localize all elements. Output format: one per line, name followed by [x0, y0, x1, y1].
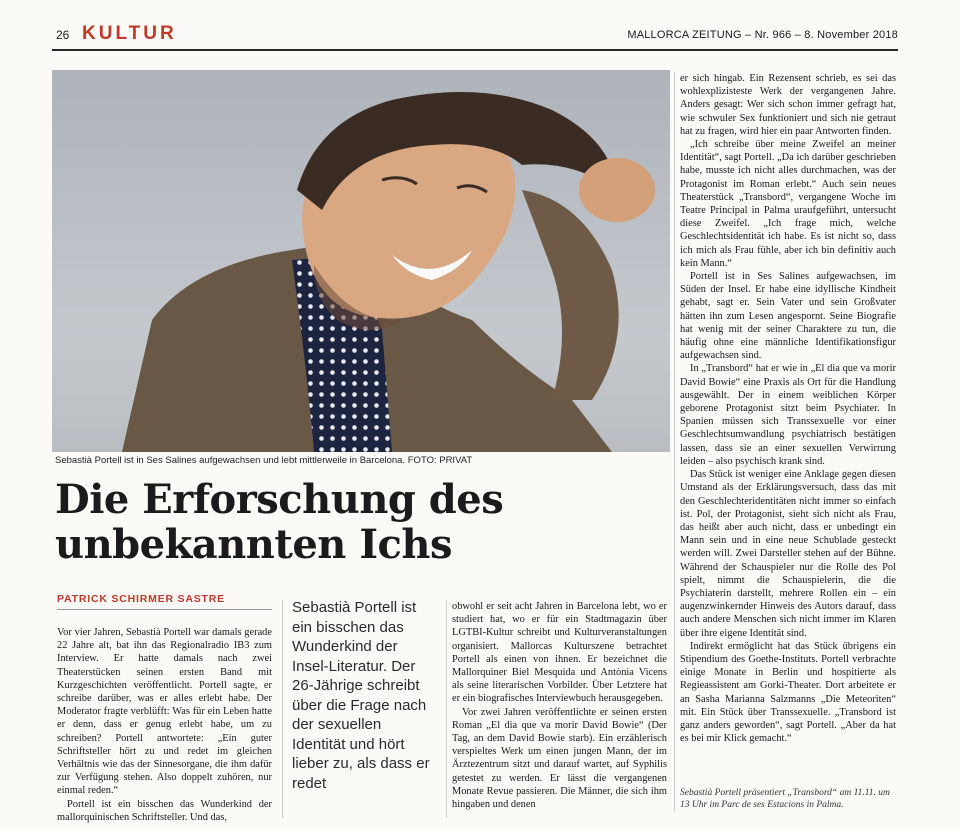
header-rule — [52, 49, 898, 51]
paragraph: Vor zwei Jahren veröffentlichte er seinen ersten Roman „El dia que va morir David Bowie“ (Der Tag, an dem David Bowie starb). Ein erzählerisch verspieltes Werk um einen jungen Mann, der im Ärztezentrum sitzt und darauf wartet, auf Syphilis getestet zu werden. Er lässt die vergangenen Monate Revue passieren. Die Männer, die sich ihm hingaben und denen — [452, 706, 667, 811]
byline: PATRICK SCHIRMER SASTRE — [57, 593, 225, 605]
headline — [55, 478, 655, 568]
column-divider — [282, 600, 283, 818]
paragraph: Portell ist ein bisschen das Wunderkind der mallorquinischen Schriftsteller. Und das, — [57, 798, 272, 823]
paragraph: Indirekt ermöglicht hat das Stück übrigens ein Stipendium des Goethe-Instituts. Portell verbrachte einige Monate in Berlin und hospitierte als Regieassistent am Gorki-Theater. Dort arbeitete er an Sasha Marianna Salzmanns „Die Meteoriten“ mit. Ein Stück über Transsexuelle. „Transbord ist ganz anders geworden“, sagt Portell. „Aber da hat es bei mir Klick gemacht.“ — [680, 640, 896, 745]
column-divider — [674, 72, 675, 812]
paragraph: Vor vier Jahren, Sebastià Portell war damals gerade 22 Jahre alt, bat ihn das Regionalradio IB3 zum Interview. Er hatte damals nach zwei Theaterstücken seinen ersten Band mit Kurzgeschichten veröffentlicht. Portell sagte, er schreibe darüber, was er alles erlebt habe. Der Moderator fragte verblüfft: Was für ein Leben hatte er denn, dass er genug erlebt habe, um zu schreiben? Portell antwortete: „Ein guter Schriftsteller hört zu und redet im gleichen Verhältnis wie das der Sinnesorgane, die ihm dafür zur Verfügung stehen. Also doppelt zuhören, nur einmal reden.“ — [57, 627, 272, 797]
portrait-illustration — [52, 70, 670, 452]
event-footnote: Sebastià Portell präsentiert „Transbord“ am 11.11. um 13 Uhr im Parc de ses Estacions in Palma. — [680, 788, 890, 810]
paragraph: „Ich schreibe über meine Zweifel an meiner Identität“, sagt Portell. „Da ich darüber geschrieben habe, musste ich nicht alles durchmachen, was der Protagonist im Roman erlebt.“ Auch sein neues Theaterstück „Transbord“, vergangene Woche im Teatre Principal in Palma uraufgeführt, untersucht diese Zweifel. „Ich frage mich, welche Geschlechtsidentität ich habe. Es ist nicht so, dass ich mich als Frau fühle, aber ich bin definitiv auch kein Mann.“ — [680, 139, 896, 269]
section-title: KULTUR — [82, 23, 177, 44]
byline-rule — [57, 609, 272, 610]
page-number: 26 — [56, 28, 70, 42]
article-column-3 — [452, 600, 667, 811]
column-divider — [446, 600, 447, 818]
paragraph: er sich hingab. Ein Rezensent schrieb, es sei das wohlexplizisteste Werk der vergangenen Jahre. Anders gesagt: Wer sich schon immer gefragt hat, wie schwuler Sex funktioniert und sich nie getraut hat zu fragen, wird hier ein paar Antworten finden. — [680, 73, 896, 137]
headline-line-1: Die Erforschung des — [55, 476, 504, 523]
photo-caption: Sebastià Portell ist in Ses Salines aufgewachsen und lebt mittlerweile in Barcelona. FOTO: PRIVAT — [55, 455, 473, 466]
masthead: MALLORCA ZEITUNG – Nr. 966 – 8. November 2018 — [627, 29, 898, 41]
paragraph: obwohl er seit acht Jahren in Barcelona lebt, wo er studiert hat, wo er für ein Stadtmagazin über LGTBI-Kultur schreibt und Kulturveranstaltungen organisiert. Mallorcas Kulturszene betrachtet Portell als einen von ihnen. Er bezeichnet die Mallorquiner Biel Mesquida und Antònia Vicens als seine literarischen Vorbilder. Über Letztere hat er ein biografisches Interviewbuch herausgegeben. — [452, 601, 667, 705]
article-photo — [52, 70, 670, 452]
pull-quote: Sebastià Portell ist ein bisschen das Wunderkind der Insel-Literatur. Der 26-Jährige schreibt über die Frage nach der sexuellen Identität und hört lieber zu, als dass er redet — [292, 599, 430, 792]
article-column-4 — [680, 72, 896, 745]
paragraph: Portell ist in Ses Salines aufgewachsen, im Süden der Insel. Er habe eine idyllische Kindheit gehabt, sagt er. Sein Vater und sein Großvater hätten ihn zum Lesen angespornt. Seine Biografie hat wenig mit der seiner Charaktere zu tun, die häufig ohne eine männliche Identifikationsfigur aufgewachsen sind. — [680, 271, 896, 362]
paragraph: Das Stück ist weniger eine Anklage gegen diesen Umstand als der Erklärungsversuch, dass das mit den Geschlechteridentitäten nicht immer so einfach ist. Pol, der Protagonist, sieht sich nicht als Frau, das heißt aber auch nicht, dass er unbedingt ein Mann sein und in eine neue Schublade gesteckt werden will. Zwei Darsteller stehen auf der Bühne. Während der Schauspieler nur die Rolle des Pol spielt, nimmt die Schauspielerin, die die Psychiaterin darstellt, mehrere Rollen ein – ein augenzwinkernder Hinweis des Autors darauf, dass auch andere Menschen sich nicht immer im Klaren über ihre eigene Identität sind. — [680, 469, 896, 639]
page-header — [52, 22, 898, 48]
paragraph: In „Transbord“ hat er wie in „El dia que va morir David Bowie“ eine Praxis als Ort für die Handlung ausgewählt. Der in einem weiblichen Körper geborene Protagonist sitzt beim Psychiater. In Spanien müssen sich Transsexuelle vor einer Geschlechtsumwandlung psychiatrisch bestätigen lassen, dass sie an einer sexuellen Verwirrung leiden – also psychisch krank sind. — [680, 363, 896, 467]
article-column-1 — [57, 626, 272, 824]
headline-line-2: unbekannten Ichs — [55, 520, 452, 568]
